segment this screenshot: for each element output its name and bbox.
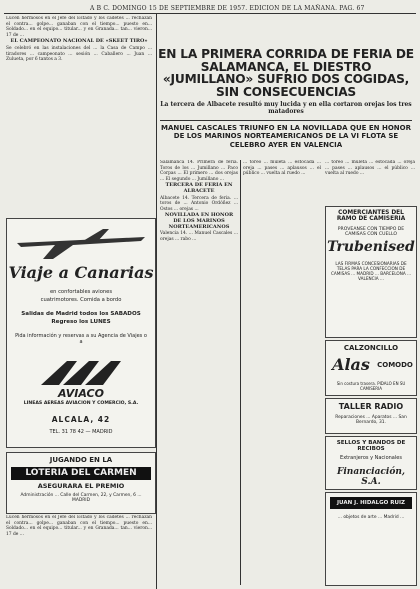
hidalgo-brand: JUAN J. HIDALGO RUIZ xyxy=(330,497,412,509)
top-rule xyxy=(4,13,416,14)
taller-radio-ad xyxy=(325,398,417,434)
article-col1-p1: Salamanca 14. Primera de feria. Toros de los ... Jumillano ... Paco Corpas ... El primero ... dos orejas ... El segundo ... Jumillano ... xyxy=(160,160,238,182)
sellos-title: SELLOS Y BANDOS DE RECIBOS xyxy=(336,440,406,452)
page-folio: A B C. DOMINGO 15 DE SEPTIEMBRE DE 1957. EDICION DE LA MAÑANA. PAG. 67 xyxy=(90,5,365,12)
comerciantes-body: LAS FIRMAS CONCESIONARIAS DE TELAS PARA LA CONFECCION DE CAMISAS ... MADRID ... BARCELONA ... VALENCIA ... xyxy=(330,261,412,281)
taller-body: Reparaciones ... Aparatos ... San Bernardo, 31. xyxy=(335,415,407,425)
alas-tag: COMODO xyxy=(377,361,413,369)
alas-note: Sin costura trasera. PIDALO EN SU CAMISERIA xyxy=(336,381,406,391)
left-intro: Lucen hermosos en el Jefe del Estado y los cadetes ... rechazan el contra... golpe... ganaban con el tiempo... puesto en... Soldado... en el equipo... titular... y en Granada... tan... vieron... 17 de ... xyxy=(6,16,152,38)
aviaco-logo-icon xyxy=(37,355,125,391)
alas-brand: Alas xyxy=(332,355,370,374)
viaje-title: Viaje a Canarias xyxy=(8,263,154,282)
loteria-ad xyxy=(6,452,156,514)
viaje-line2: cuatrimotores. Comida a bordo xyxy=(40,297,122,303)
sellos-brand: Financiación, S.A. xyxy=(336,467,406,487)
article-col1-p3: Valencia 14. ... Manuel Cascales ... orejas ... rabo ... xyxy=(160,231,238,242)
hidalgo-body: ... objetos de arte ... Madrid ... xyxy=(337,515,405,520)
comerciantes-sub: PROVEANSE CON TIEMPO DE CAMISAS CON CUELLO xyxy=(337,227,405,237)
article-sub-novillada: NOVILLADA EN HONOR DE LOS MARINOS NORTEAMERICANOS xyxy=(164,212,234,230)
second-headline: MANUEL CASCALES TRIUNFO EN LA NOVILLADA QUE EN HONOR DE LOS MARINOS NORTEAMERICANOS DE LA VI FLOTA SE CELEBRO AYER EN VALENCIA xyxy=(161,124,411,149)
comerciantes-title: COMERCIANTES DEL RAMO DE CAMISERIA xyxy=(336,210,406,222)
aviaco-sub: LINEAS AEREAS AVIACION Y COMERCIO, S.A. xyxy=(23,401,139,406)
calzoncillo-label: CALZONCILLO xyxy=(343,344,399,352)
article-col1-p2: Albacete 14. Tercera de feria. ... toros de ... Antonio Ordóñez ... Ostos ... orejas ... xyxy=(160,195,238,212)
deck-rule xyxy=(160,120,412,121)
aviaco-address: ALCALA, 42 xyxy=(51,415,111,424)
sellos-sub: Extranjeros y Nacionales xyxy=(340,455,402,461)
left-bottom-para: Lucen hermosos en el Jefe del Estado y los cadetes ... rechazan el contra... golpe... ganaban con el tiempo... puesto en... Soldado... en el equipo... titular... y en Granada... tan... vieron... 17 de ... xyxy=(6,515,152,537)
article-sub-albacete: TERCERA DE FERIA EN ALBACETE xyxy=(165,182,233,194)
viaje-line3: Salidas de Madrid todos los SABADOS xyxy=(21,311,141,317)
calzoncillo-ad xyxy=(325,340,417,396)
viaje-canarias-ad xyxy=(6,218,156,448)
comerciantes-ad xyxy=(325,206,417,338)
viaje-line1: en confortables aviones xyxy=(49,289,113,295)
trubenised-brand: Trubenised xyxy=(327,239,415,255)
loteria-line1: JUGANDO EN LA xyxy=(49,456,113,464)
article-col-1 xyxy=(160,160,238,585)
sellos-ad xyxy=(325,436,417,490)
viaje-line5: Pida información y reservas a su Agencia de Viajes o a xyxy=(15,333,147,345)
right-top-para: ... toreo ... muleta ... estocada ... oreja ... pases ... aplausos ... el público ... vuelta al ruedo ... xyxy=(325,160,415,177)
loteria-line2: LOTERIA DEL CARMEN xyxy=(11,467,151,480)
aviaco-phone: TEL. 31 78 42 — MADRID xyxy=(49,429,113,435)
headline-deck: La tercera de Albacete resultó muy lucida y en ella cortaron orejas los tres matadores xyxy=(160,101,412,115)
aviaco-brand: AVIACO xyxy=(58,387,104,400)
column-divider xyxy=(156,14,157,589)
airplane-icon xyxy=(13,223,149,263)
col-divider-2 xyxy=(240,160,241,585)
hidalgo-ad xyxy=(325,492,417,586)
taller-title: TALLER RADIO xyxy=(338,402,404,411)
right-top-text xyxy=(325,160,415,204)
article-col2-p1: ... toreo ... muleta ... estocada ... oreja ... pases ... aplausos ... el público ... vuelta al ruedo ... xyxy=(243,160,321,177)
viaje-line4: Regreso los LUNES xyxy=(51,319,111,325)
loteria-line4: Administración ... Calle del Carmen, 22, y Carmen, 6 ... MADRID xyxy=(20,493,142,503)
skeet-title: EL CAMPEONATO NACIONAL DE «SKEET TIRO» xyxy=(10,38,148,45)
left-bottom-text xyxy=(6,515,152,585)
skeet-body: Se celebró en las instalaciones del ... la Casa de Campo ... tiradores ... campeonato ... sesión ... Caballero ... Juan ... Zulueta, por 6 tantos a 3. xyxy=(6,45,152,63)
left-column xyxy=(6,16,152,136)
main-headline: EN LA PRIMERA CORRIDA DE FERIA DE SALAMANCA, EL DIESTRO «JUMILLANO» SUFRIO DOS COGIDAS, SIN CONSECUENCIAS xyxy=(158,47,414,99)
article-col-2 xyxy=(243,160,321,585)
loteria-line3: ASEGURARA EL PREMIO xyxy=(37,482,125,490)
